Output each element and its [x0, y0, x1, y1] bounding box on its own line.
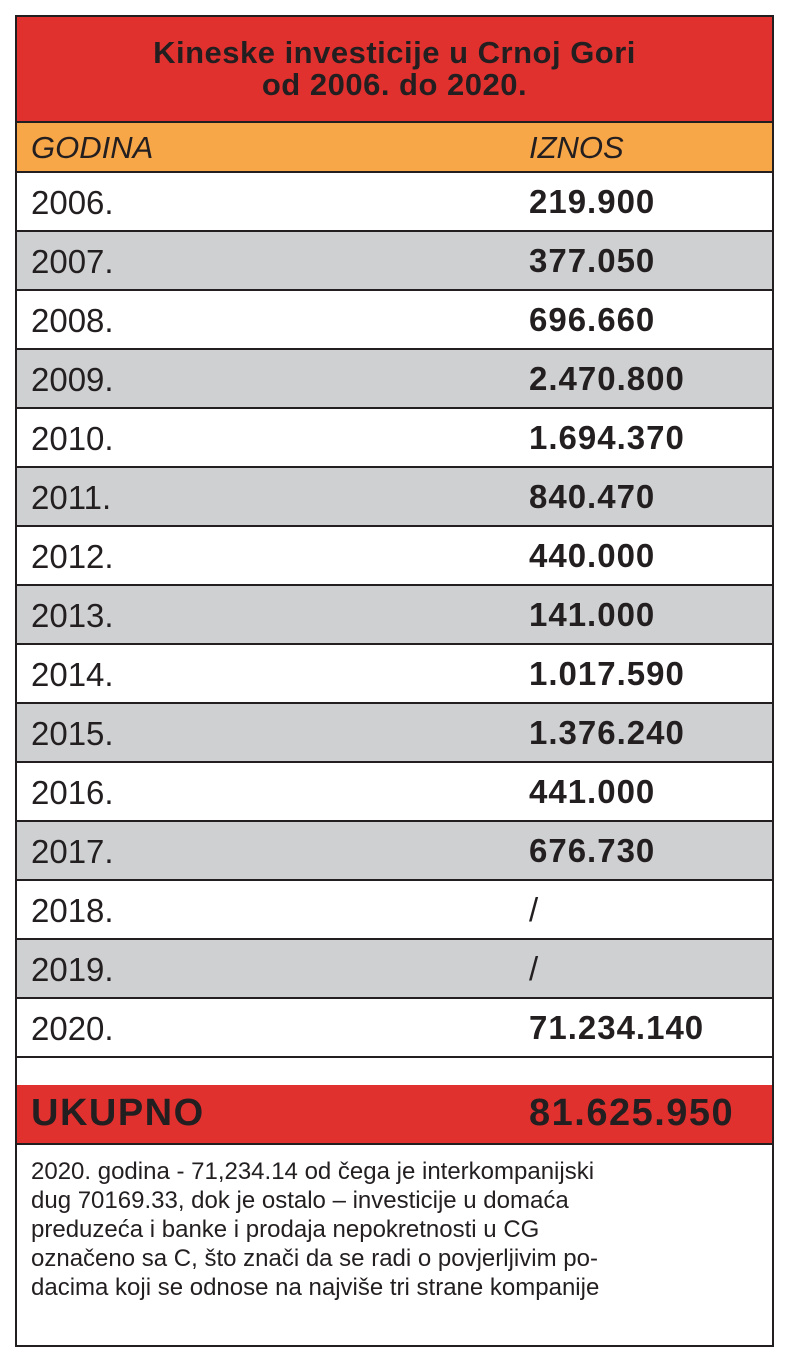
- table-title: [17, 17, 772, 123]
- title-line-1: Kineske investicije u Crnoj Gori: [153, 35, 636, 70]
- amount-cell: 219.900: [529, 183, 656, 220]
- amount-cell: /: [529, 891, 540, 928]
- table-row: [17, 350, 772, 409]
- footnote-line: dacima koji se odnose na najviše tri strane kompanije: [31, 1274, 600, 1301]
- year-cell: 2007.: [31, 243, 114, 280]
- year-cell: 2018.: [31, 892, 114, 929]
- amount-cell: 840.470: [529, 478, 656, 515]
- amount-cell: 1.376.240: [529, 714, 685, 751]
- table-header: [17, 123, 772, 173]
- table-row: [17, 232, 772, 291]
- table-row: [17, 704, 772, 763]
- amount-cell: 141.000: [529, 596, 656, 633]
- table-row: [17, 409, 772, 468]
- table-row: [17, 763, 772, 822]
- year-cell: 2009.: [31, 361, 114, 398]
- year-cell: 2019.: [31, 951, 114, 988]
- table-row: [17, 645, 772, 704]
- total-amount: 81.625.950: [529, 1092, 735, 1134]
- year-cell: 2012.: [31, 538, 114, 575]
- table-row: [17, 527, 772, 586]
- total-row: [17, 1085, 772, 1145]
- amount-cell: 2.470.800: [529, 360, 685, 397]
- year-cell: 2013.: [31, 597, 114, 634]
- amount-cell: 696.660: [529, 301, 656, 338]
- year-cell: 2016.: [31, 774, 114, 811]
- table-row: [17, 999, 772, 1058]
- amount-cell: 441.000: [529, 773, 656, 810]
- amount-cell: 71.234.140: [529, 1009, 705, 1046]
- table-row: [17, 881, 772, 940]
- year-cell: 2006.: [31, 184, 114, 221]
- footnote-line: 2020. godina - 71,234.14 od čega je interkompanijski: [31, 1158, 595, 1185]
- year-cell: 2017.: [31, 833, 114, 870]
- table-row: [17, 173, 772, 232]
- year-cell: 2020.: [31, 1010, 114, 1047]
- amount-cell: /: [529, 950, 540, 987]
- investment-table: [15, 15, 774, 1347]
- amount-cell: 1.694.370: [529, 419, 685, 456]
- year-cell: 2010.: [31, 420, 114, 457]
- table-body: [17, 173, 772, 1058]
- table-row: [17, 940, 772, 999]
- footnote-line: dug 70169.33, dok je ostalo – investicije u domaća: [31, 1187, 569, 1214]
- total-label: UKUPNO: [31, 1092, 205, 1134]
- table-row: [17, 291, 772, 350]
- year-cell: 2014.: [31, 656, 114, 693]
- header-year: GODINA: [31, 130, 154, 165]
- footnote: [31, 1157, 763, 1302]
- title-line-2: od 2006. do 2020.: [261, 67, 528, 102]
- year-cell: 2008.: [31, 302, 114, 339]
- footnote-line: preduzeća i banke i prodaja nepokretnosti u CG: [31, 1216, 540, 1243]
- amount-cell: 676.730: [529, 832, 656, 869]
- table-row: [17, 468, 772, 527]
- table-row: [17, 822, 772, 881]
- header-amount: IZNOS: [529, 130, 624, 165]
- year-cell: 2015.: [31, 715, 114, 752]
- footnote-line: označeno sa C, što znači da se radi o povjerljivim po-: [31, 1245, 598, 1272]
- year-cell: 2011.: [31, 479, 112, 516]
- table-row: [17, 586, 772, 645]
- amount-cell: 440.000: [529, 537, 656, 574]
- amount-cell: 377.050: [529, 242, 656, 279]
- amount-cell: 1.017.590: [529, 655, 685, 692]
